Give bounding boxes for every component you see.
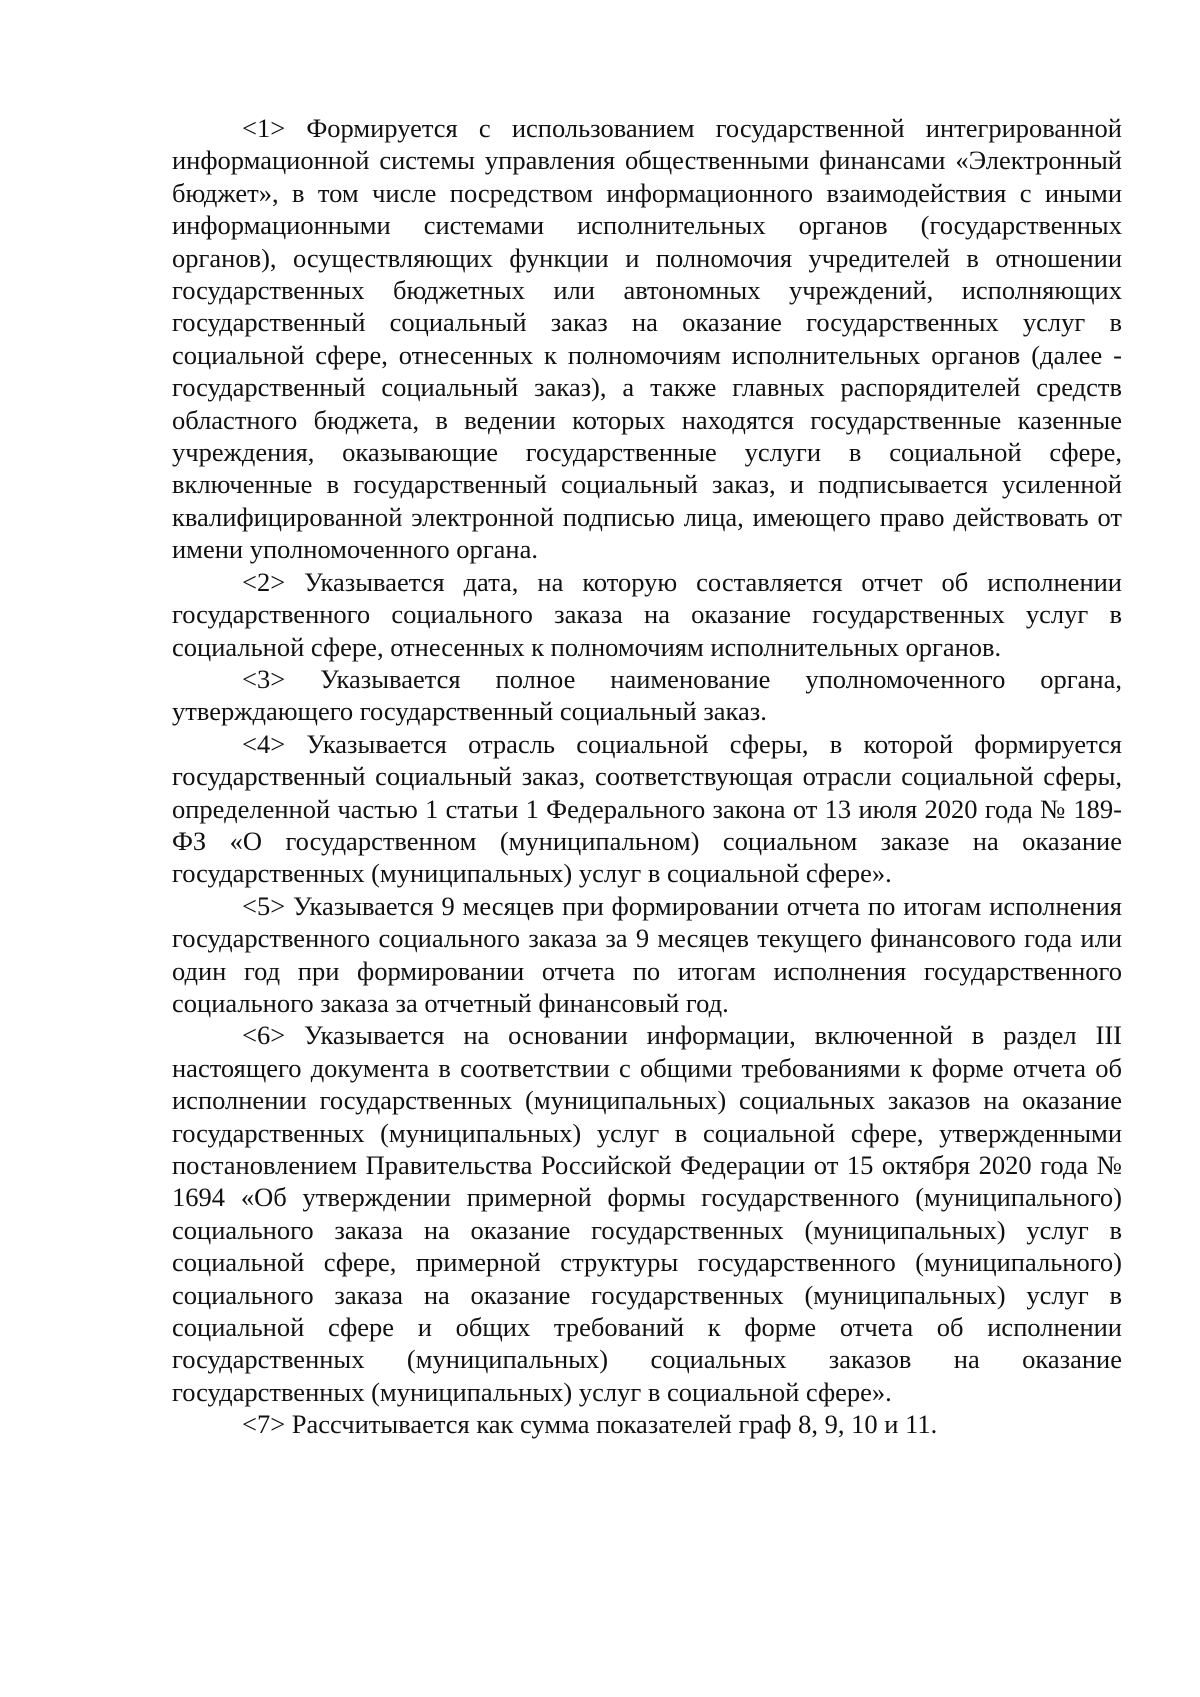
footnote-7: <7> Рассчитывается как сумма показателей граф 8, 9, 10 и 11. bbox=[242, 1409, 938, 1440]
footnote-2: <2> Указывается дата, на которую составляется отчет об исполнении государственного социального заказа на оказание государственных услуг в социальной сфере, отнесенных к полномочиям исполнительных органов. bbox=[172, 566, 1122, 662]
footnotes-block bbox=[172, 112, 1122, 1441]
footnote-6: <6> Указывается на основании информации, включенной в раздел III настоящего документа в соответствии с общими требованиями к форме отчета об исполнении государственных (муниципальных) социальных заказов на оказание государственных (муниципальных) услуг в социальной сфере, утвержденными постановлением Правительства Российской Федерации от 15 октября 2020 года № 1694 «Об утверждении примерной формы государственного (муниципального) социального заказа на оказание государственных (муниципальных) услуг в социальной сфере, примерной структуры государственного (муниципального) социального заказа на оказание государственных (муниципальных) услуг в социальной сфере и общих требований к форме отчета об исполнении государственных (муниципальных) социальных заказов на оказание государственных (муниципальных) услуг в социальной сфере». bbox=[172, 1020, 1122, 1407]
footnote-4: <4> Указывается отрасль социальной сферы, в которой формируется государственный социальный заказ, соответствующая отрасли социальной сферы, определенной частью 1 статьи 1 Федерального закона от 13 июля 2020 года № 189-ФЗ «О государственном (муниципальном) социальном заказе на оказание государственных (муниципальных) услуг в социальной сфере». bbox=[172, 728, 1122, 889]
footnote-1: <1> Формируется с использованием государственной интегрированной информационной системы управления общественными финансами «Электронный бюджет», в том числе посредством информационного взаимодействия с иными информационными системами исполнительных органов (государственных органов), осуществляющих функции и полномочия учредителей в отношении государственных бюджетных или автономных учреждений, исполняющих государственный социальный заказ на оказание государственных услуг в социальной сфере, отнесенных к полномочиям исполнительных органов (далее - государственный социальный заказ), а также главных распорядителей средств областного бюджета, в ведении которых находятся государственные казенные учреждения, оказывающие государственные услуги в социальной сфере, включенные в государственный социальный заказ, и подписывается усиленной квалифицированной электронной подписью лица, имеющего право действовать от имени уполномоченного органа. bbox=[172, 113, 1122, 565]
footnote-3: <3> Указывается полное наименование уполномоченного органа, утверждающего государственный социальный заказ. bbox=[172, 663, 1122, 727]
footnote-5: <5> Указывается 9 месяцев при формировании отчета по итогам исполнения государственного социального заказа за 9 месяцев текущего финансового года или один год при формировании отчета по итогам исполнения государственного социального заказа за отчетный финансовый год. bbox=[172, 890, 1122, 1018]
